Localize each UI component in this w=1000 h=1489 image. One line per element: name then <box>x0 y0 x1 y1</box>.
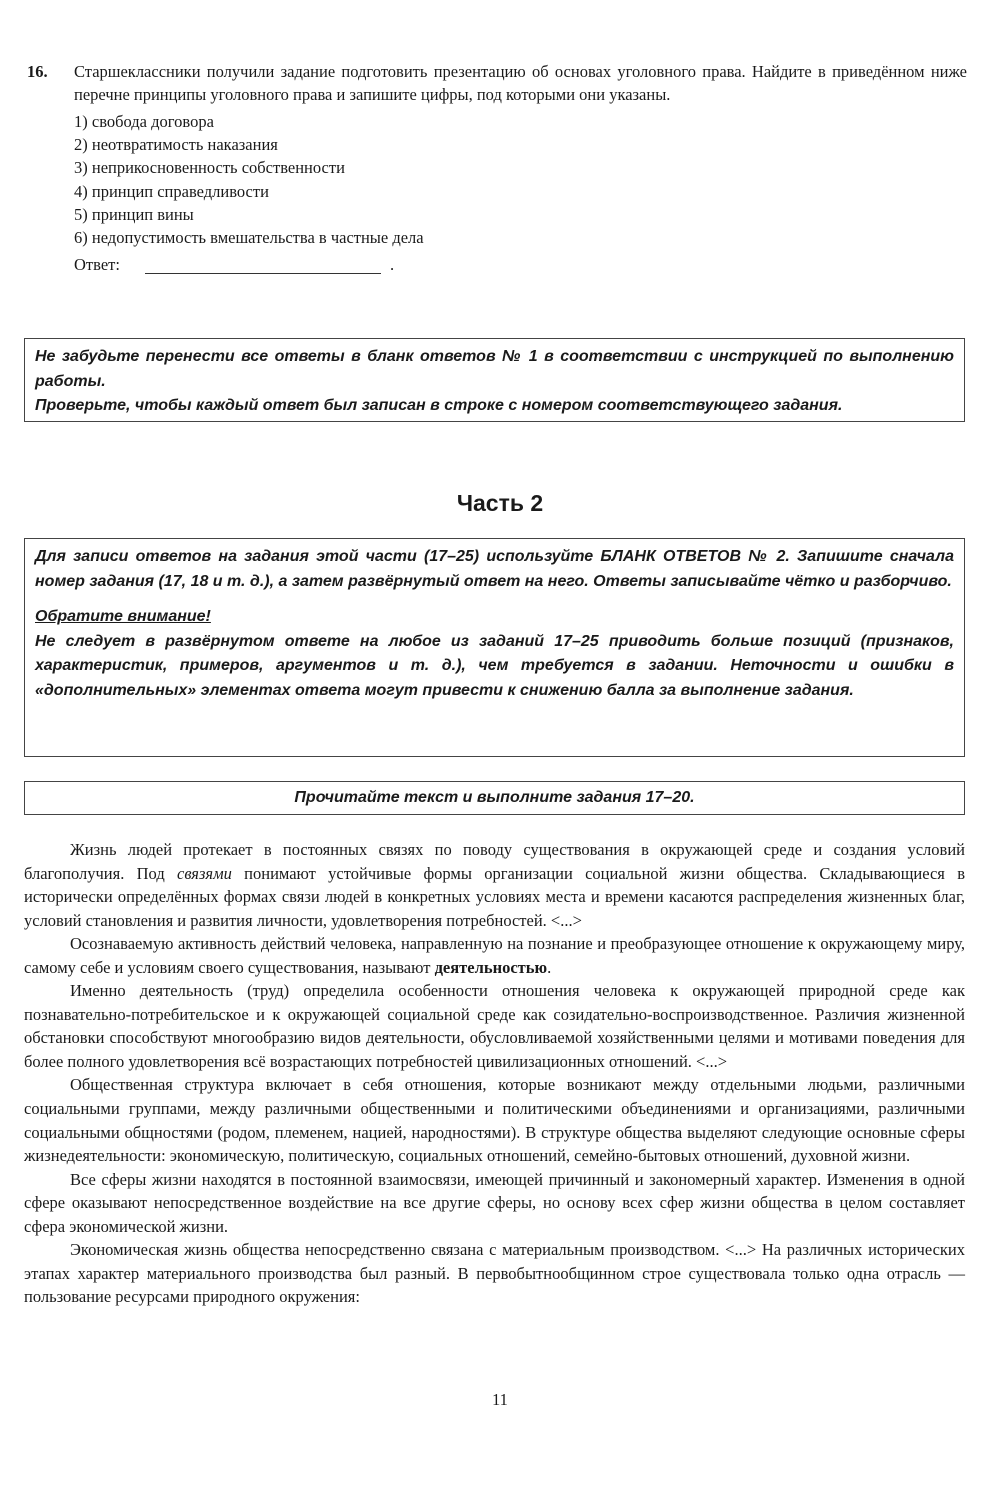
reminder-line-2: Проверьте, чтобы каждый ответ был записан в строке с номером соответствующего задания. <box>35 397 843 414</box>
reading-text <box>24 838 965 1309</box>
answer-row <box>74 253 967 279</box>
question-number: 16. <box>27 62 48 81</box>
paragraph: Осознаваемую активность действий человека, направленную на познание и преобразующее отношение к окружающему миру, самому себе и условиям своего существования, называют деятельностью. <box>24 934 965 977</box>
part-title: Часть 2 <box>456 490 544 516</box>
option-item: 1) свобода договора <box>74 112 214 131</box>
answer-field[interactable] <box>145 273 381 274</box>
paragraph: Все сферы жизни находятся в постоянной взаимосвязи, имеющей причинный и закономерный характер. Изменения в одной сфере оказывают непосредственное воздействие на все другие сферы, но основу всех сфер жизни общества в целом составляет сфера экономической жизни. <box>24 1169 965 1236</box>
paragraph: Экономическая жизнь общества непосредственно связана с материальным производством. <...> На различных исторических этапах характер материального производства был разный. В первобытнообщинном строе существовала только одна отрасль — пользование ресурсами природного окружения: <box>24 1240 965 1307</box>
read-task-box: Прочитайте текст и выполните задания 17–20. <box>24 781 965 815</box>
options-list <box>74 110 967 249</box>
answer-label: Ответ: <box>74 255 120 275</box>
option-item: 3) неприкосновенность собственности <box>74 158 345 178</box>
paragraph: Общественная структура включает в себя отношения, которые возникают между отдельными людьми, различными социальными группами, между различными общественными и политическими объединениями и организациями, различными социальными общностями (родом, племенем, нацией, народностями). В структуре общества выделяют следующие основные сферы жизнедеятельности: экономическую, политическую, социальных отношений, семейно-бытовых отношений, духовной жизни. <box>24 1075 965 1166</box>
instruction-box <box>24 538 965 757</box>
paragraph: Жизнь людей протекает в постоянных связях по поводу существования в окружающей среде и создания условий благополучия. Под связями понимают устойчивые формы организации социальной жизни общества. Складывающиеся в исторически определённых формах связи людей в конкретных условиях места и времени касаются распределения жизненных благ, условий становления и развития личности, удовлетворения потребностей. <...> <box>24 840 965 930</box>
question-16 <box>27 60 967 279</box>
page-number: 11 <box>492 1390 508 1409</box>
option-item: 6) недопустимость вмешательства в частные дела <box>74 227 424 247</box>
question-stem: Старшеклассники получили задание подготовить презентацию об основах уголовного права. Найдите в приведённом ниже перечне принципы уголовного права и запишите цифры, под которыми они указаны. <box>74 62 967 104</box>
option-item: 2) неотвратимость наказания <box>74 135 278 155</box>
emphasis: связями <box>177 863 232 883</box>
option-item: 4) принцип справедливости <box>74 181 269 201</box>
paragraph: Именно деятельность (труд) определила особенности отношения человека к окружающей природной среде как познавательно-потребительское и к окружающей социальной среде как созидательно-воспроизводственное. Различия жизненной обстановки способствуют многообразию видов деятельности, обусловливаемой хозяйственными целями и мотивами поведения для более полного удовлетворения всё возрастающих потребностей цивилизационных отношений. <...> <box>24 981 965 1071</box>
instruction-text: Для записи ответов на задания этой части (17–25) используйте БЛАНК ОТВЕТОВ № 2. Запишите сначала номер задания (17, 18 и т. д.), а затем развёрнутый ответ на него. Ответы записывайте чётко и разборчиво. <box>35 548 954 590</box>
attention-heading: Обратите внимание! <box>35 608 211 625</box>
reminder-line-1: Не забудьте перенести все ответы в бланк ответов № 1 в соответствии с инструкцией по выполнению работы. <box>35 348 954 390</box>
option-item: 5) принцип вины <box>74 204 194 224</box>
bold-term: деятельностью <box>434 957 548 977</box>
answer-end: . <box>390 255 395 275</box>
attention-text: Не следует в развёрнутом ответе на любое из заданий 17–25 приводить больше позиций (признаков, характеристик, примеров, аргументов и т. д.), чем требуется в задании. Неточности и ошибки в «дополнительных» элементах ответа могут привести к снижению балла за выполнение задания. <box>35 632 954 699</box>
reminder-box <box>24 338 965 422</box>
